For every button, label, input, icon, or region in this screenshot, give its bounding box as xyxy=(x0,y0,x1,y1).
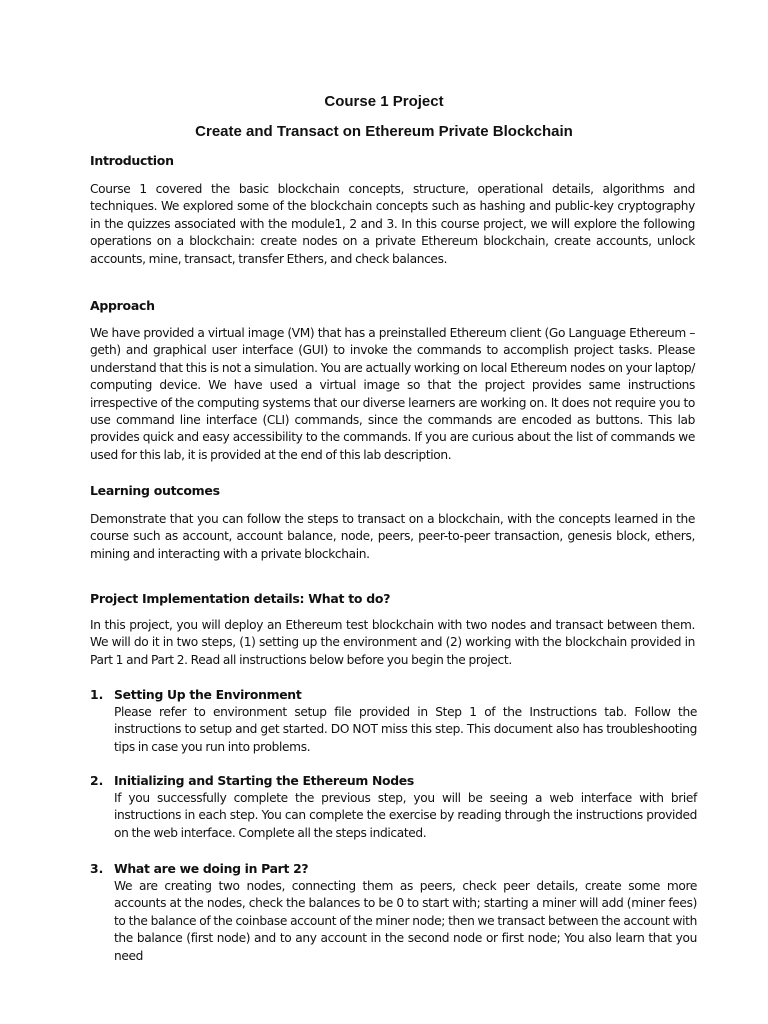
introduction-heading: Introduction xyxy=(90,153,174,168)
course-title: Course 1 Project xyxy=(324,93,444,110)
project-title: Create and Transact on Ethereum Private Blockchain xyxy=(195,123,573,140)
introduction-text: Course 1 covered the basic blockchain concepts, structure, operational details, algorithms and techniques. We explored some of the blockchain concepts such as hashing and public-key cryptography in the quizzes associated with the module1, 2 and 3. In this course project, we will explore the following operations on a blockchain: create nodes on a private Ethereum blockchain, create accounts, unlock accounts, mine, transact, transfer Ethers, and check balances. xyxy=(90,182,695,266)
approach-text: We have provided a virtual image (VM) that has a preinstalled Ethereum client (Go Language Ethereum – geth) and graphical user interface (GUI) to invoke the commands to accomplish project tasks. Please understand that this is not a simulation. You are actually working on local Ethereum nodes on your laptop/ computing device. We have used a virtual image so that the project provides same instructions irrespective of the computing systems that our diverse learners are working on. It does not require you to use command line interface (CLI) commands, since the commands are encoded as buttons. This lab provides quick and easy accessibility to the commands. If you are curious about the list of commands we used for this lab, it is provided at the end of this lab description. xyxy=(90,326,695,462)
step-title: What are we doing in Part 2? xyxy=(114,861,309,876)
learning-outcomes-text: Demonstrate that you can follow the steps to transact on a blockchain, with the concepts learned in the course such as account, account balance, node, peers, peer-to-peer transaction, genesis block, ethers, mining and interacting with a private blockchain. xyxy=(90,512,695,561)
step-number: 3. xyxy=(90,861,104,876)
step-number: 2. xyxy=(90,773,104,788)
step-text: Please refer to environment setup file provided in Step 1 of the Instructions tab. Follow the instructions to setup and get started. DO NOT miss this step. This document also has troubleshooting tips in case you run into problems. xyxy=(114,705,697,754)
approach-heading: Approach xyxy=(90,298,155,313)
step-title: Initializing and Starting the Ethereum Nodes xyxy=(114,773,414,788)
step-title: Setting Up the Environment xyxy=(114,687,302,702)
step-text: We are creating two nodes, connecting them as peers, check peer details, create some more accounts at the nodes, check the balances to be 0 to start with; starting a miner will add (miner fees) to the balance of the coinbase account of the miner node; then we transact between the account with the balance (first node) and to any account in the second node or first node; You also learn that you need xyxy=(114,879,697,963)
learning-outcomes-heading: Learning outcomes xyxy=(90,483,220,498)
step-number: 1. xyxy=(90,687,104,702)
implementation-heading: Project Implementation details: What to do? xyxy=(90,591,391,606)
step-text: If you successfully complete the previous step, you will be seeing a web interface with brief instructions in each step. You can complete the exercise by reading through the instructions provided on the web interface. Complete all the steps indicated. xyxy=(114,791,697,840)
implementation-text: In this project, you will deploy an Ethereum test blockchain with two nodes and transact between them. We will do it in two steps, (1) setting up the environment and (2) working with the blockchain provided in Part 1 and Part 2. Read all instructions below before you begin the project. xyxy=(90,618,695,667)
